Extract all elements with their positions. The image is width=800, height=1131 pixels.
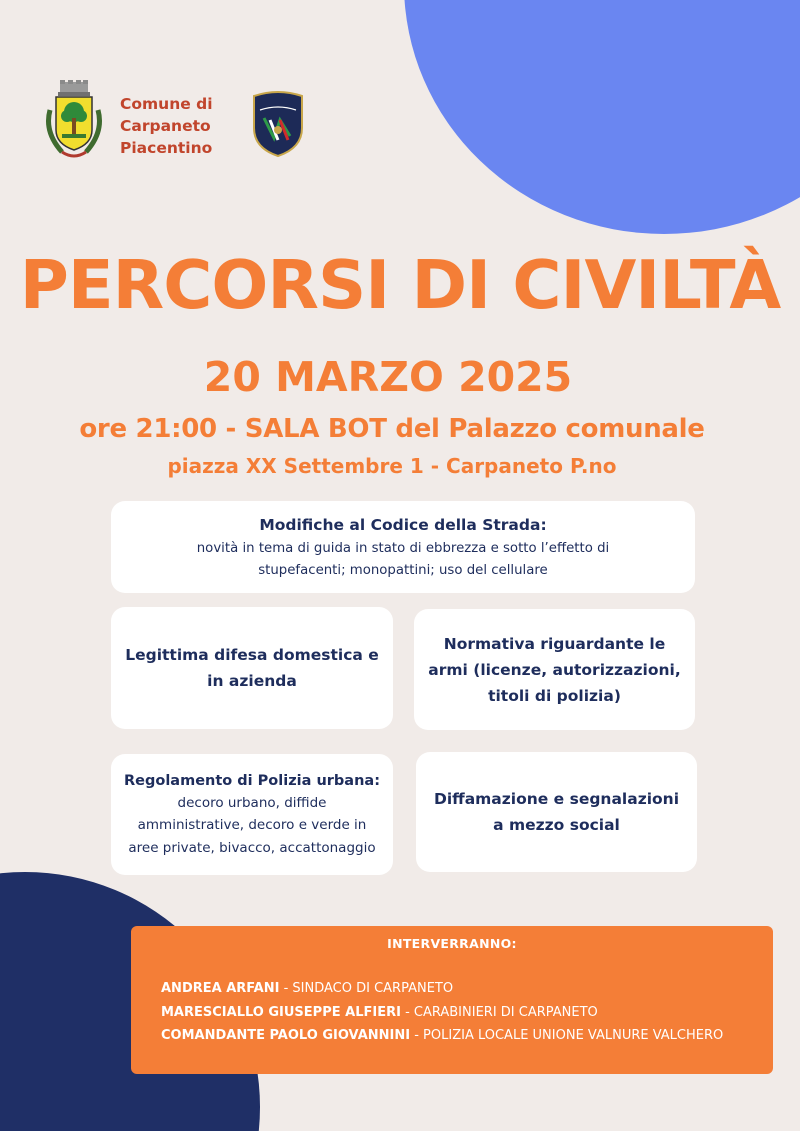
- topic-card-codice-strada: [111, 501, 695, 593]
- coat-of-arms-icon: [40, 80, 108, 164]
- municipality-line: Piacentino: [120, 139, 213, 157]
- topic-heading-line: titoli di polizia): [488, 686, 621, 705]
- topic-heading-line: in azienda: [207, 672, 297, 690]
- topic-card-normativa-armi: [414, 609, 695, 730]
- topic-heading: Regolamento di Polizia urbana:: [123, 772, 380, 789]
- speaker-role: - SINDACO DI CARPANETO: [279, 981, 454, 996]
- municipality-line: Carpaneto: [120, 117, 211, 135]
- topic-card-diffamazione: [416, 752, 697, 872]
- speaker-name: MARESCIALLO GIUSEPPE ALFIERI: [161, 1004, 401, 1020]
- topic-body-line: amministrative, decoro e verde in: [137, 817, 367, 834]
- topic-card-legittima-difesa: [111, 607, 393, 729]
- municipality-line: Comune di: [120, 95, 213, 113]
- municipality-name: [120, 93, 213, 159]
- topic-heading: Modifiche al Codice della Strada:: [259, 516, 547, 534]
- speaker-item: [161, 1024, 723, 1048]
- topic-body-line: novità in tema di guida in stato di ebbrezza e sotto l’effetto di: [196, 541, 610, 556]
- topic-heading-line: Legittima difesa domestica e: [125, 646, 379, 664]
- event-title: PERCORSI DI CIVILTÀ: [19, 246, 781, 324]
- topic-body-line: stupefacenti; monopattini; uso del cellulare: [258, 563, 548, 578]
- speaker-name: COMANDANTE PAOLO GIOVANNINI: [161, 1028, 411, 1043]
- topic-card-regolamento-polizia: [111, 754, 393, 875]
- speakers-list: [161, 977, 723, 1048]
- topic-heading-line: a mezzo social: [493, 816, 620, 834]
- speakers-heading: INTERVERRANNO:: [387, 936, 517, 951]
- topic-heading-line: Diffamazione e segnalazioni: [433, 790, 680, 808]
- topic-heading-line: Normativa riguardante le: [443, 634, 666, 653]
- speaker-role: - CARABINIERI DI CARPANETO: [400, 1004, 598, 1020]
- police-badge-icon: [250, 90, 306, 158]
- speakers-box: [131, 926, 773, 1074]
- topic-body-line: decoro urbano, diffide: [177, 794, 327, 811]
- topic-body-line: aree private, bivacco, accattonaggio: [128, 839, 376, 856]
- speaker-role: - POLIZIA LOCALE UNIONE VALNURE VALCHERO: [410, 1028, 724, 1043]
- speaker-item: [161, 1001, 723, 1025]
- event-date: 20 MARZO 2025: [203, 353, 573, 401]
- event-time-venue: ore 21:00 - SALA BOT del Palazzo comunale: [79, 414, 705, 444]
- speaker-name: ANDREA ARFANI: [161, 981, 280, 996]
- speaker-item: [161, 977, 723, 1001]
- decorative-blue-circle: [404, 0, 800, 234]
- topic-heading-line: armi (licenze, autorizzazioni,: [428, 660, 681, 679]
- event-address: piazza XX Settembre 1 - Carpaneto P.no: [167, 454, 617, 478]
